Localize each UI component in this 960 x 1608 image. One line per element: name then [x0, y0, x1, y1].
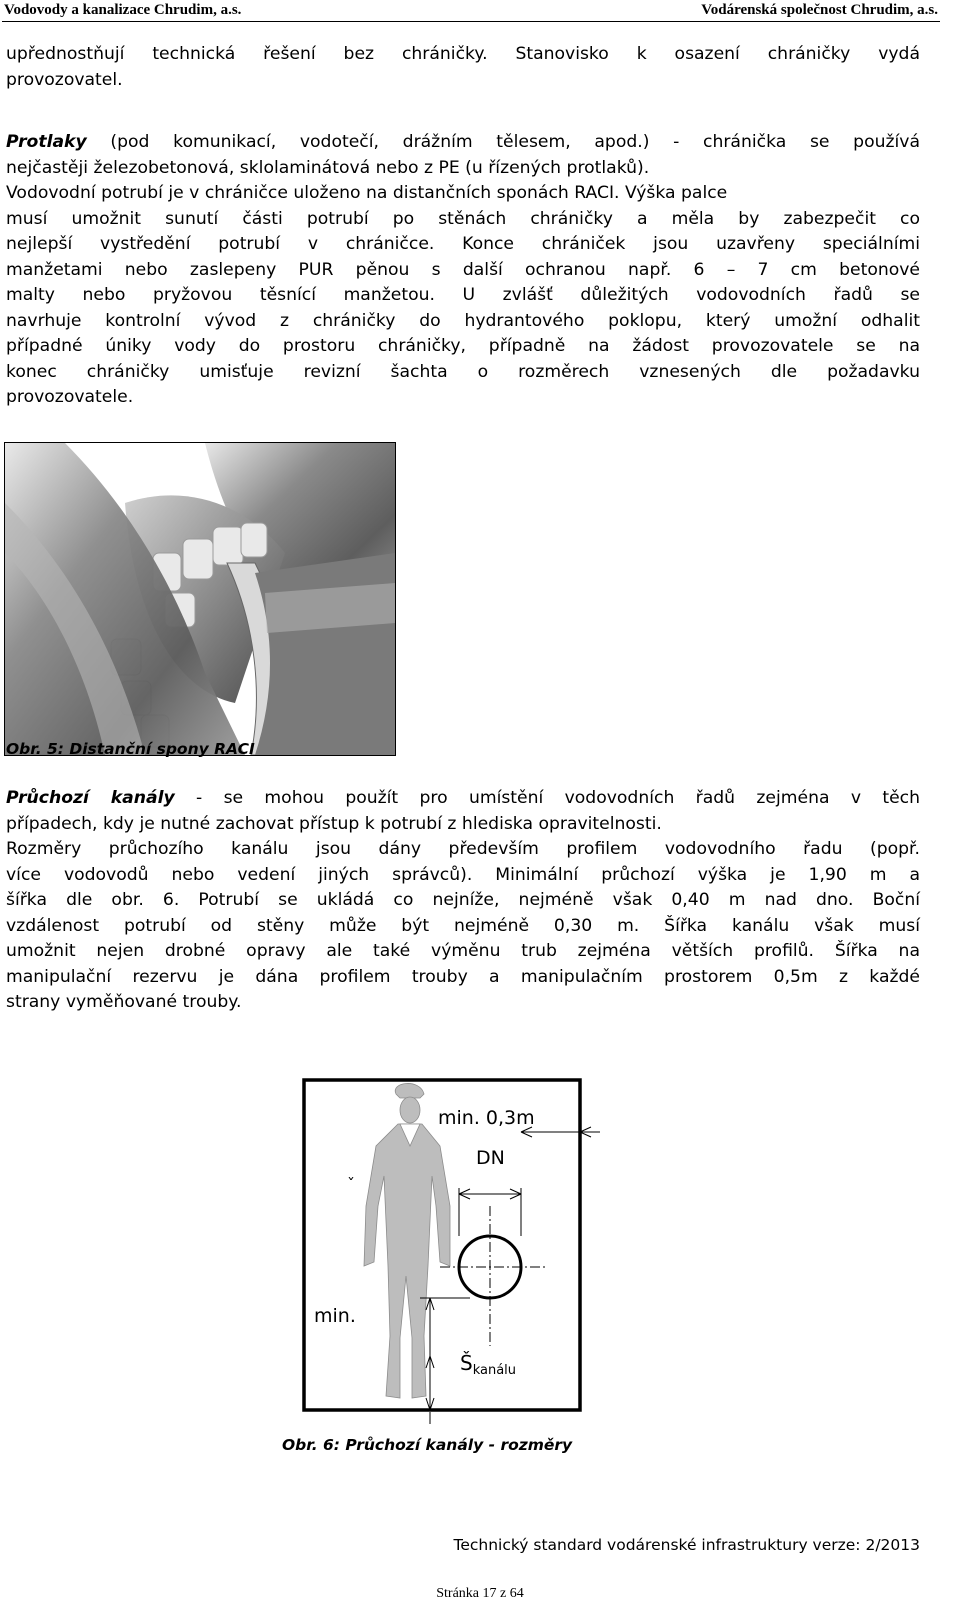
label-caron: ˇ — [347, 1175, 355, 1194]
figure5-caption: Obr. 5: Distanční spony RACI — [6, 740, 255, 758]
text-line: umožnit nejen drobné opravy ale také výměnu trub zejména větších profilů. Šířka na — [6, 941, 920, 961]
paragraph-intro — [6, 42, 920, 93]
text-line: strany vyměňované trouby. — [6, 992, 242, 1012]
paragraph-pruchozi-kanaly — [6, 786, 920, 1016]
text-line: Rozměry průchozího kanálu jsou dány především profilem vodovodního řadu (popř. — [6, 839, 920, 859]
text-line: malty nebo pryžovou těsnící manžetou. U zvlášť důležitých vodovodních řadů se — [6, 285, 920, 305]
text-line: provozovatel. — [6, 69, 123, 90]
text-line: konec chráničky umisťuje revizní šachta o rozměrech vznesených dle požadavku — [6, 361, 920, 382]
text-line: případech, kdy je nutné zachovat přístup k potrubí z hlediska opravitelnosti. — [6, 813, 662, 834]
text-line: šířka dle obr. 6. Potrubí se ukládá co nejníže, nejméně však 0,40 m nad dno. Boční — [6, 890, 920, 910]
text-line: manipulační rezervu je dána profilem trouby a manipulačním prostorem 0,5m z každé — [6, 966, 920, 987]
header-rule — [2, 21, 940, 22]
text-line: Průchozí kanály - se mohou použít pro umístění vodovodních řadů zejména v těch — [6, 788, 920, 808]
figure6-caption: Obr. 6: Průchozí kanály - rozměry — [282, 1436, 573, 1454]
text-line: Vodovodní potrubí je v chráničce uloženo na distančních sponách RACI. Výška palce — [6, 183, 728, 203]
text-line: nejlepší vystředění potrubí v chráničce. Konce chrániček jsou uzavřeny speciálními — [6, 234, 920, 254]
text-line: více vodovodů nebo vedení jiných správců). Minimální průchozí výška je 1,90 m a — [6, 864, 920, 885]
label-min: min. — [314, 1305, 356, 1327]
header-company-right: Vodárenská společnost Chrudim, a.s. — [701, 2, 938, 18]
term-protlaky: Protlaky — [6, 132, 87, 152]
text-line: upřednostňují technická řešení bez chráničky. Stanovisko k osazení chráničky vydá — [6, 44, 920, 64]
label-min-side: min. 0,3m — [438, 1107, 535, 1129]
text-line: musí umožnit sunutí části potrubí po stěnách chráničky a měla by zabezpečit co — [6, 208, 920, 229]
term-pruchozi-kanaly: Průchozí kanály — [6, 788, 175, 808]
label-width: $Š_{kanálu}$ — [460, 1351, 517, 1378]
text-line: nejčastěji železobetonová, sklolaminátová nebo z PE (u řízených protlaků). — [6, 157, 650, 178]
text-line: případné úniky vody do prostoru chráničky, případně na žádost provozovatele se na — [6, 336, 920, 356]
header-company-left: Vodovody a kanalizace Chrudim, a.s. — [4, 2, 242, 18]
paragraph-protlaky — [6, 130, 920, 411]
text-line: navrhuje kontrolní vývod z chráničky do hydrantového poklopu, který umožní odhalit — [6, 310, 920, 331]
footer-document-title: Technický standard vodárenské infrastruktury verze: 2/2013 — [453, 1536, 920, 1554]
raci-spacer-photo — [4, 442, 396, 756]
text-line: manžetami nebo zaslepeny PUR pěnou s další ochranou např. 6 – 7 cm betonové — [6, 259, 920, 280]
text-line: provozovatele. — [6, 387, 134, 407]
footer-page-number: Stránka 17 z 64 — [436, 1586, 524, 1601]
channel-dimensions-diagram — [300, 1076, 606, 1424]
label-dn: DN — [476, 1147, 505, 1169]
page-header — [0, 0, 960, 22]
person-silhouette — [364, 1083, 450, 1398]
text-line: vzdálenost potrubí od stěny může být nejméně 0,30 m. Šířka kanálu však musí — [6, 915, 920, 936]
text-line: Protlaky (pod komunikací, vodotečí, drážním tělesem, apod.) - chránička se používá — [6, 132, 920, 152]
